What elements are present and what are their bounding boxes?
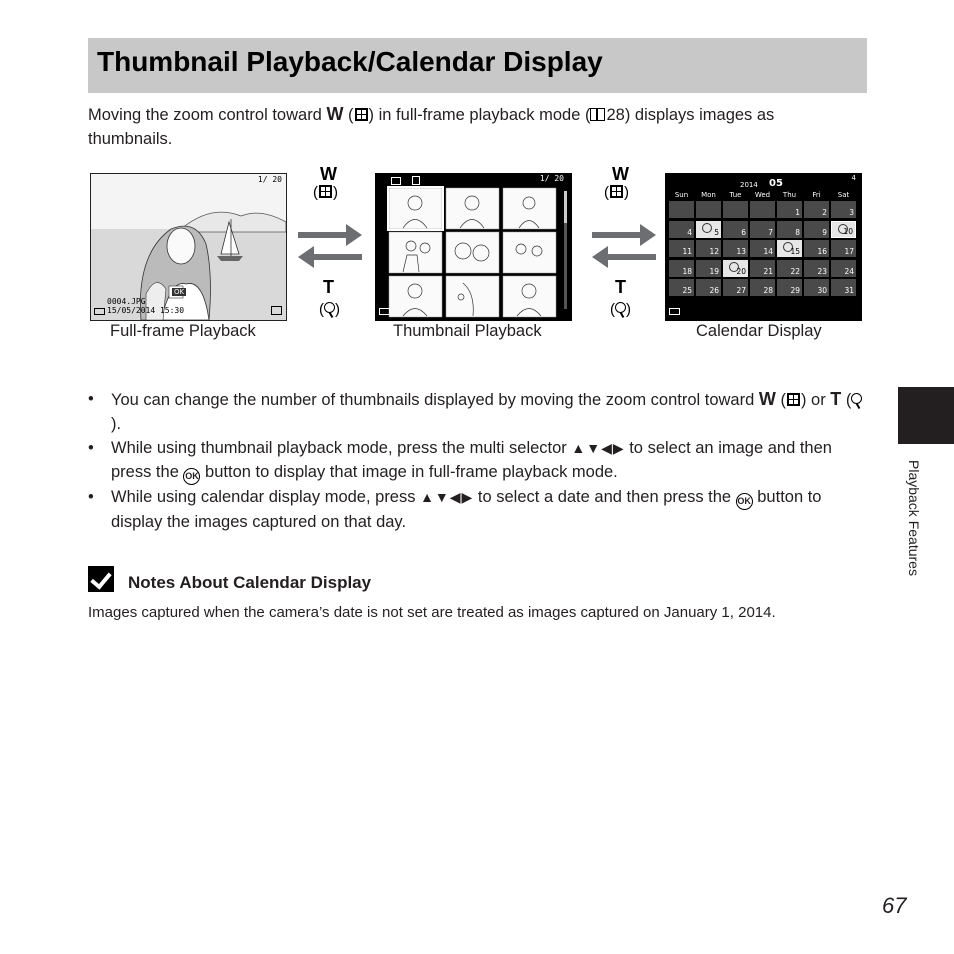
section-label-text: Playback Features <box>906 460 922 576</box>
calendar-day-cell <box>669 260 694 277</box>
thumbnail-grid-icon <box>787 393 800 406</box>
bullet-text: ( <box>841 391 852 409</box>
page-reference: 28 <box>606 106 625 124</box>
bullet-text: While using thumbnail playback mode, press the multi selector <box>111 439 572 457</box>
fullframe-ok-badge: OK <box>174 288 185 296</box>
calendar-day-number: 26 <box>709 286 719 295</box>
t-label-2: T <box>615 277 626 297</box>
calendar-day-number: 15 <box>790 247 800 256</box>
calendar-day-number: 10 <box>843 226 853 236</box>
calendar-day-cell <box>750 201 775 218</box>
calendar-day-cell <box>804 221 829 238</box>
section-label <box>900 460 930 610</box>
page-reference-icon <box>590 108 605 121</box>
calendar-day-number: 22 <box>790 266 800 276</box>
calendar-day-cell <box>723 279 748 296</box>
calendar-day-number: 14 <box>763 247 773 256</box>
intro-text: Moving the zoom control toward <box>88 106 327 124</box>
calendar-day-number: 4 <box>687 227 692 237</box>
calendar-day-number: 5 <box>714 227 719 237</box>
image-size-icon <box>271 306 282 315</box>
calendar-weekday: Sat <box>837 191 850 199</box>
bullet-text: to select a date and then press the <box>473 488 736 506</box>
calendar-month: 05 <box>769 178 783 189</box>
calendar-day-cell <box>777 201 802 218</box>
bullet-text: ( <box>775 391 786 409</box>
calendar-day-cell <box>723 260 748 277</box>
section-tab-marker <box>898 387 954 444</box>
ok-button-icon: OK <box>736 493 753 510</box>
bullet-item <box>88 485 868 534</box>
calendar-day-cell <box>696 240 721 257</box>
calendar-day-number: 28 <box>763 286 773 295</box>
calendar-day-cell <box>669 221 694 238</box>
calendar-day-cell <box>750 221 775 238</box>
calendar-day-number: 31 <box>844 286 854 295</box>
magnifier-icon <box>324 302 335 313</box>
w-grid-label-2: ( ) <box>604 184 629 201</box>
thumbnail-playback-screen <box>375 173 572 321</box>
bullet-text: button to display the images captured on that day. <box>111 488 822 531</box>
note-text: Images captured when the camera’s date is not set are treated as images captured on January 1, 2014. <box>88 604 776 621</box>
page-number: 67 <box>882 893 907 918</box>
calendar-weekday: Fri <box>812 191 821 199</box>
thumbnail-grid-icon <box>319 185 332 198</box>
calendar-day-number: 21 <box>763 266 773 276</box>
fullframe-counter: 1/ 20 <box>257 175 282 184</box>
calendar-day-number: 25 <box>682 286 692 295</box>
calendar-day-cell <box>696 260 721 277</box>
zoom-arrows-1 <box>296 220 364 270</box>
multi-selector-arrows-icon: ▲▼◀▶ <box>420 489 474 505</box>
t-mag-label-2: ( ) <box>610 301 631 318</box>
calendar-day-number: 30 <box>817 286 827 295</box>
calendar-day-number: 6 <box>741 227 746 237</box>
t-mag-label-1: ( ) <box>319 301 340 318</box>
calendar-weekday: Sun <box>674 191 689 199</box>
calendar-day-number: 3 <box>849 208 854 217</box>
calendar-day-cell <box>831 201 856 218</box>
calendar-day-number: 2 <box>822 208 827 217</box>
bullet-text: You can change the number of thumbnails displayed by moving the zoom control toward <box>111 391 759 409</box>
multi-selector-arrows-icon: ▲▼◀▶ <box>571 440 625 456</box>
title-bar <box>88 38 867 93</box>
calendar-day-cell <box>750 260 775 277</box>
calendar-weekday: Wed <box>754 191 771 199</box>
fullframe-playback-screen <box>90 173 287 321</box>
bullet-item <box>88 387 868 436</box>
w-label-2: W <box>612 164 629 184</box>
arrow-left-icon <box>298 246 362 268</box>
caption-thumbnail: Thumbnail Playback <box>393 322 542 340</box>
arrow-right-icon <box>298 224 362 246</box>
calendar-day-cell <box>831 279 856 296</box>
calendar-day-cell <box>831 221 856 238</box>
calendar-day-cell <box>750 279 775 296</box>
arrow-left-icon <box>592 246 656 268</box>
magnifier-icon <box>615 302 626 313</box>
checkmark-note-icon <box>88 566 114 592</box>
thumbnail-grid-icon <box>610 185 623 198</box>
calendar-day-cell <box>669 240 694 257</box>
calendar-day-number: 9 <box>822 227 827 237</box>
w-key-label: W <box>758 389 776 409</box>
calendar-count: 4 <box>851 174 856 182</box>
calendar-day-cell <box>804 201 829 218</box>
t-label-1: T <box>323 277 334 297</box>
calendar-day-cell <box>777 260 802 277</box>
t-key-label: T <box>830 389 842 409</box>
caption-calendar: Calendar Display <box>696 322 822 340</box>
thumbnail-counter: 1/ 20 <box>539 174 564 183</box>
zoom-arrows-2 <box>590 220 658 270</box>
bullet-text: ). <box>111 415 122 433</box>
fullframe-filename: 0004.JPG <box>107 297 146 306</box>
bullet-text: While using calendar display mode, press <box>111 488 421 506</box>
calendar-day-cell <box>696 201 721 218</box>
calendar-day-cell <box>804 240 829 257</box>
calendar-day-number: 18 <box>682 266 692 276</box>
calendar-day-number: 12 <box>709 247 719 256</box>
thumbnail-grid <box>375 173 572 321</box>
calendar-day-cell <box>777 240 802 257</box>
calendar-day-cell <box>777 279 802 296</box>
calendar-day-cell <box>750 240 775 257</box>
intro-text: ) displays images as thumbnails. <box>88 106 775 148</box>
caption-fullframe: Full-frame Playback <box>110 322 256 340</box>
bullet-text: ) or <box>800 391 831 409</box>
bullet-list <box>88 387 868 534</box>
calendar-day-number: 27 <box>736 286 746 295</box>
battery-icon <box>94 308 105 315</box>
calendar-day-cell <box>696 279 721 296</box>
w-grid-label-1: ( ) <box>313 184 338 201</box>
photo-thumbnail-icon <box>702 223 712 233</box>
fullframe-datetime: 15/05/2014 15:30 <box>107 306 185 315</box>
thumbnail-grid-icon <box>355 108 368 121</box>
calendar-day-number: 11 <box>682 247 692 256</box>
calendar-day-number: 1 <box>795 208 800 217</box>
calendar-day-number: 29 <box>790 286 800 295</box>
calendar-day-cell <box>669 279 694 296</box>
calendar-day-number: 19 <box>709 266 719 276</box>
arrow-right-icon <box>592 224 656 246</box>
battery-icon <box>379 308 390 315</box>
intro-text: ( <box>343 106 354 124</box>
bullet-text: button to display that image in full-frame playback mode. <box>200 463 618 481</box>
calendar-display-screen <box>665 173 862 321</box>
calendar-year: 2014 <box>740 181 758 189</box>
calendar-day-cell <box>696 221 721 238</box>
calendar-day-cell <box>804 279 829 296</box>
calendar-day-cell <box>669 201 694 218</box>
bullet-item <box>88 436 868 485</box>
calendar-day-cell <box>831 240 856 257</box>
calendar-day-cell <box>723 201 748 218</box>
w-key-label: W <box>326 104 344 124</box>
calendar-day-number: 24 <box>844 266 854 276</box>
calendar-day-cell <box>804 260 829 277</box>
calendar-day-number: 23 <box>817 266 827 276</box>
calendar-day-number: 7 <box>768 227 773 237</box>
intro-paragraph <box>88 102 858 151</box>
calendar-weekday: Thu <box>782 191 797 199</box>
battery-icon <box>669 308 680 315</box>
calendar-day-cell <box>723 240 748 257</box>
calendar-weekday: Mon <box>701 191 716 199</box>
calendar-day-cell <box>723 221 748 238</box>
note-heading-text: Notes About Calendar Display <box>128 573 372 592</box>
w-label-1: W <box>320 164 337 184</box>
calendar-day-number: 8 <box>795 227 800 237</box>
calendar-day-cell <box>777 221 802 238</box>
intro-text: ) in full-frame playback mode ( <box>368 106 591 124</box>
magnifier-icon <box>851 393 862 404</box>
calendar-weekday: Tue <box>729 191 742 199</box>
calendar-day-number: 16 <box>817 247 827 256</box>
calendar-day-number: 13 <box>736 247 746 256</box>
note-heading <box>88 566 371 593</box>
bullet-text: to select an image and then press the <box>111 439 832 481</box>
ok-button-icon: OK <box>183 468 200 485</box>
calendar-day-number: 17 <box>844 247 854 256</box>
calendar-day-number: 20 <box>736 266 746 276</box>
calendar-day-cell <box>831 260 856 277</box>
page-title: Thumbnail Playback/Calendar Display <box>97 46 603 77</box>
